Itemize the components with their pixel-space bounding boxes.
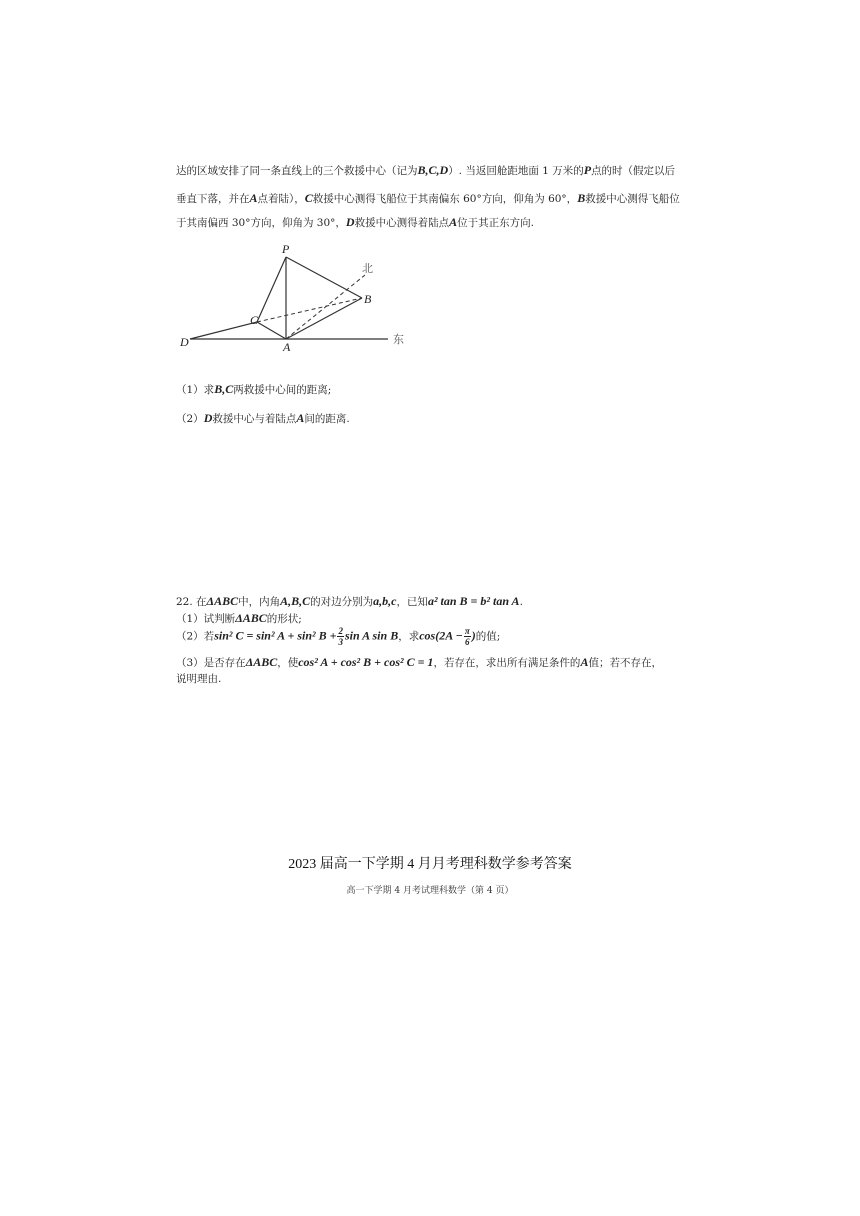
geometry-figure xyxy=(176,238,416,353)
answer-section-title: 2023 届高一下学期 4 月月考理科数学参考答案 xyxy=(288,857,572,872)
line-P-B xyxy=(286,257,362,298)
math: D xyxy=(203,411,213,425)
problem21-line2 xyxy=(176,191,680,206)
math: A xyxy=(449,215,458,229)
text: 值；若不存在， xyxy=(588,657,662,669)
text: ，求 xyxy=(398,630,420,643)
text: 位于其正东方向. xyxy=(457,217,534,229)
text: 说明理由. xyxy=(176,673,222,685)
text: 的对边分别为 xyxy=(310,596,374,608)
text: ）. 当返回舱距地面 1 万米的 xyxy=(448,165,584,177)
text: （1）求 xyxy=(176,384,215,396)
line-D-C xyxy=(190,322,257,339)
dashed-north xyxy=(286,275,365,339)
text: 的值; xyxy=(475,630,501,643)
text: （1）试判断 xyxy=(176,613,236,625)
label-P: P xyxy=(282,242,290,256)
page-footer: 高一下学期 4 月考试理科数学（第 4 页） xyxy=(346,886,514,896)
problem21-question2 xyxy=(176,411,350,426)
text: 于其南偏西 30°方向，仰角为 30°， xyxy=(176,217,346,229)
text: （2）若 xyxy=(176,630,215,643)
problem21-line1 xyxy=(176,163,675,178)
problem22-stem xyxy=(176,594,523,609)
label-B: B xyxy=(364,292,372,306)
text: 达的区域安排了同一条直线上的三个救援中心（记为 xyxy=(176,165,418,177)
math: ) xyxy=(471,628,476,643)
math: A xyxy=(249,191,258,205)
problem21-line3 xyxy=(176,215,534,230)
math: D xyxy=(345,215,355,229)
math: A,B,C xyxy=(280,594,311,608)
text: 救援中心测得飞船位 xyxy=(585,193,680,205)
label-A: A xyxy=(283,340,291,353)
label-D: D xyxy=(180,335,189,349)
math: B,C,D xyxy=(417,163,449,177)
math: sin A sin B xyxy=(344,628,399,643)
text: 救援中心与着陆点 xyxy=(212,413,297,425)
math: cos(2A − xyxy=(419,628,463,643)
fraction-denominator: 6 xyxy=(465,637,470,647)
math: a,b,c xyxy=(373,594,397,608)
fraction-numerator: 2 xyxy=(338,626,343,636)
text: 点着陆）， xyxy=(257,193,305,205)
math: A xyxy=(296,411,305,425)
text: 垂直下落，并在 xyxy=(176,193,250,205)
label-east: 东 xyxy=(393,333,404,346)
line-C-A xyxy=(257,322,286,339)
problem-number: 22. 在 xyxy=(176,596,207,608)
math: P xyxy=(583,163,592,177)
text: 救援中心测得飞船位于其南偏东 60°方向，仰角为 60°， xyxy=(312,193,578,205)
label-C: C xyxy=(250,313,259,327)
text: ，使 xyxy=(277,657,299,669)
problem22-question3-continued xyxy=(176,671,221,686)
text: 点的时（假定以后 xyxy=(591,165,676,177)
math: C xyxy=(304,191,313,205)
math: sin² C = sin² A + sin² B + xyxy=(214,628,337,643)
math: cos² A + cos² B + cos² C = 1 xyxy=(298,655,434,669)
problem22-question1 xyxy=(176,611,302,626)
math: ΔABC xyxy=(235,611,267,625)
text: （3）是否存在 xyxy=(176,657,246,669)
fraction-pi-sixths xyxy=(464,626,471,647)
text: . xyxy=(519,596,523,608)
math: B xyxy=(577,191,586,205)
math: ΔABC xyxy=(245,655,278,669)
text: ，若存在，求出所有满足条件的 xyxy=(433,657,581,669)
label-north: 北 xyxy=(362,262,373,275)
math: A xyxy=(580,655,589,669)
text: 两救援中心间的距离; xyxy=(233,384,332,396)
text: 中，内角 xyxy=(238,596,281,608)
fraction-two-thirds xyxy=(337,626,344,647)
math: a² tan B = b² tan A xyxy=(427,594,520,608)
line-P-C xyxy=(257,257,286,322)
text: （2） xyxy=(176,413,204,425)
math: B,C xyxy=(214,382,234,396)
fraction-denominator: 3 xyxy=(338,637,343,647)
fraction-numerator: π xyxy=(464,626,470,636)
problem22-question3 xyxy=(176,655,662,670)
text: 的形状; xyxy=(266,613,302,625)
text: 救援中心测得着陆点 xyxy=(354,217,450,229)
line-A-B xyxy=(286,298,362,339)
text: 间的距离. xyxy=(304,413,350,425)
problem21-question1 xyxy=(176,382,331,397)
math: ΔABC xyxy=(206,594,239,608)
dashed-C-B xyxy=(257,298,362,322)
text: ，已知 xyxy=(396,596,428,608)
problem22-question2 xyxy=(176,626,500,647)
